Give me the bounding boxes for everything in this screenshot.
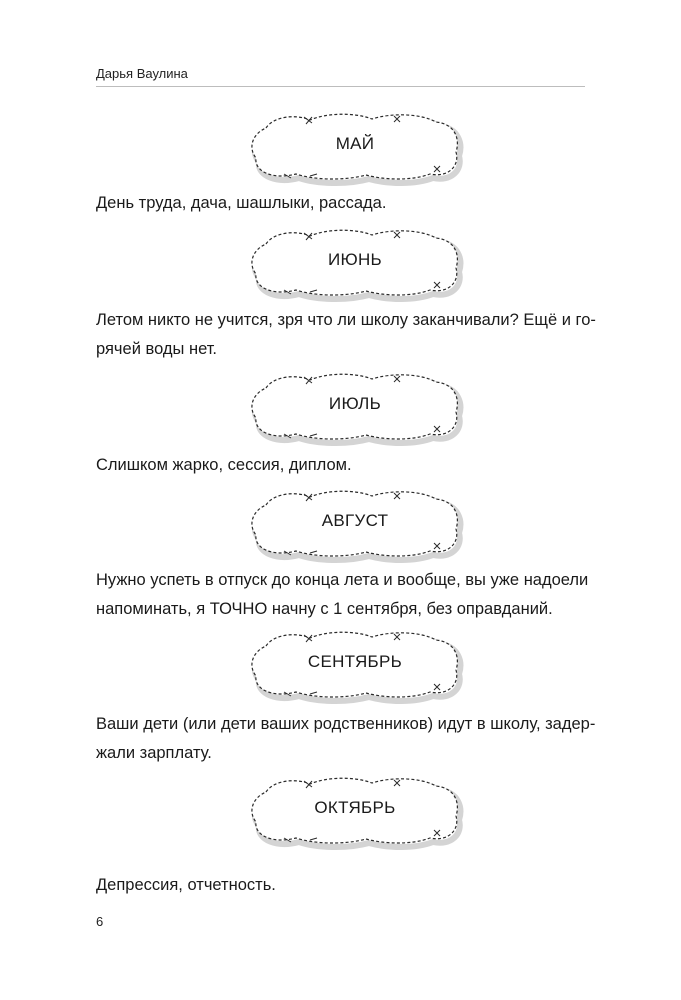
month-title-may: МАЙ: [335, 134, 375, 153]
month-cloud-june: [244, 226, 466, 298]
month-text-may: [96, 189, 616, 218]
month-cloud-july: [244, 370, 466, 442]
month-title-october: ОКТЯБРЬ: [314, 798, 396, 817]
running-header-author: Дарья Ваулина: [96, 66, 188, 81]
text-line: напоминать, я ТОЧНО начну с 1 сентября, без оправданий.: [96, 600, 553, 618]
month-title-august: АВГУСТ: [321, 511, 389, 530]
month-text-august: [96, 566, 616, 624]
text-line: День труда, дача, шашлыки, рассада.: [96, 194, 387, 212]
text-line: Ваши дети (или дети ваших родственников) идут в школу, задер-: [96, 715, 596, 733]
month-text-september: [96, 710, 616, 768]
text-line: Депрессия, отчетность.: [96, 876, 276, 894]
page-number: 6: [96, 914, 104, 929]
month-cloud-october: [244, 774, 466, 846]
text-line: Нужно успеть в отпуск до конца лета и вообще, вы уже надоели: [96, 571, 589, 589]
month-text-october: [96, 871, 616, 900]
month-text-july: [96, 451, 616, 480]
month-cloud-may: [244, 110, 466, 182]
text-line: жали зарплату.: [96, 744, 212, 762]
text-line: Летом никто не учится, зря что ли школу заканчивали? Ещё и го-: [96, 311, 596, 329]
month-title-september: СЕНТЯБРЬ: [307, 652, 403, 671]
month-text-june: [96, 306, 616, 364]
month-title-july: ИЮЛЬ: [328, 394, 382, 413]
month-title-june: ИЮНЬ: [327, 250, 383, 269]
text-line: рячей воды нет.: [96, 340, 218, 358]
header-rule: [96, 86, 585, 87]
text-line: Слишком жарко, сессия, диплом.: [96, 456, 352, 474]
month-cloud-august: [244, 487, 466, 559]
month-cloud-september: [244, 628, 466, 700]
